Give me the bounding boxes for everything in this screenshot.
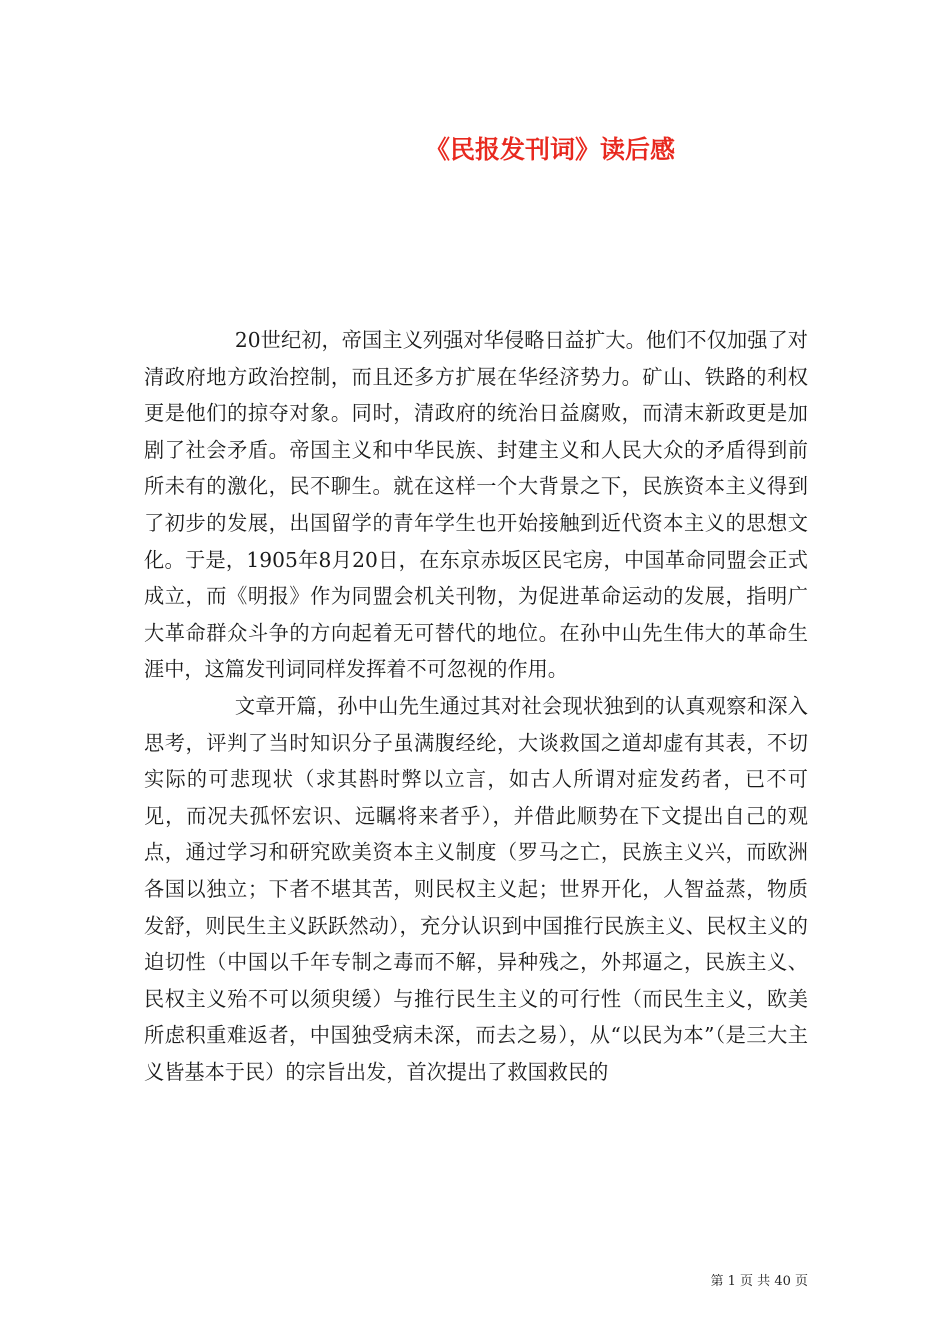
document-body	[144, 322, 808, 1090]
document-title: 《民报发刊词》读后感	[424, 135, 675, 164]
page-footer: 第 1 页 共 40 页	[710, 1274, 808, 1289]
paragraph-2: 文章开篇，孙中山先生通过其对社会现状独到的认真观察和深入思考，评判了当时知识分子虽满腹经纶，大谈救国之道却虚有其表，不切实际的可悲现状（求其斟时弊以立言，如古人所谓对症发药者，已不可见，而况夫孤怀宏识、远瞩将来者乎），并借此顺势在下文提出自己的观点，通过学习和研究欧美资本主义制度（罗马之亡，民族主义兴，而欧洲各国以独立；下者不堪其苦，则民权主义起；世界开化，人智益蒸，物质发舒，则民生主义跃跃然动），充分认识到中国推行民族主义、民权主义的迫切性（中国以千年专制之毒而不解，异种残之，外邦逼之，民族主义、民权主义殆不可以须臾缓）与推行民生主义的可行性（而民生主义，欧美所虑积重难返者，中国独受病未深，而去之易），从“以民为本”（是三大主义皆基本于民）的宗旨出发，首次提出了救国救民的	[144, 693, 808, 1084]
paragraph-1: 20世纪初，帝国主义列强对华侵略日益扩大。他们不仅加强了对清政府地方政治控制，而且还多方扩展在华经济势力。矿山、铁路的利权更是他们的掠夺对象。同时，清政府的统治日益腐败，而清末新政更是加剧了社会矛盾。帝国主义和中华民族、封建主义和人民大众的矛盾得到前所未有的激化，民不聊生。就在这样一个大背景之下，民族资本主义得到了初步的发展，出国留学的青年学生也开始接触到近代资本主义的思想文化。于是，1905年8月20日，在东京赤坂区民宅房，中国革命同盟会正式成立，而《明报》作为同盟会机关刊物，为促进革命运动的发展，指明广大革命群众斗争的方向起着无可替代的地位。在孙中山先生伟大的革命生涯中，这篇发刊词同样发挥着不可忽视的作用。	[144, 328, 808, 682]
